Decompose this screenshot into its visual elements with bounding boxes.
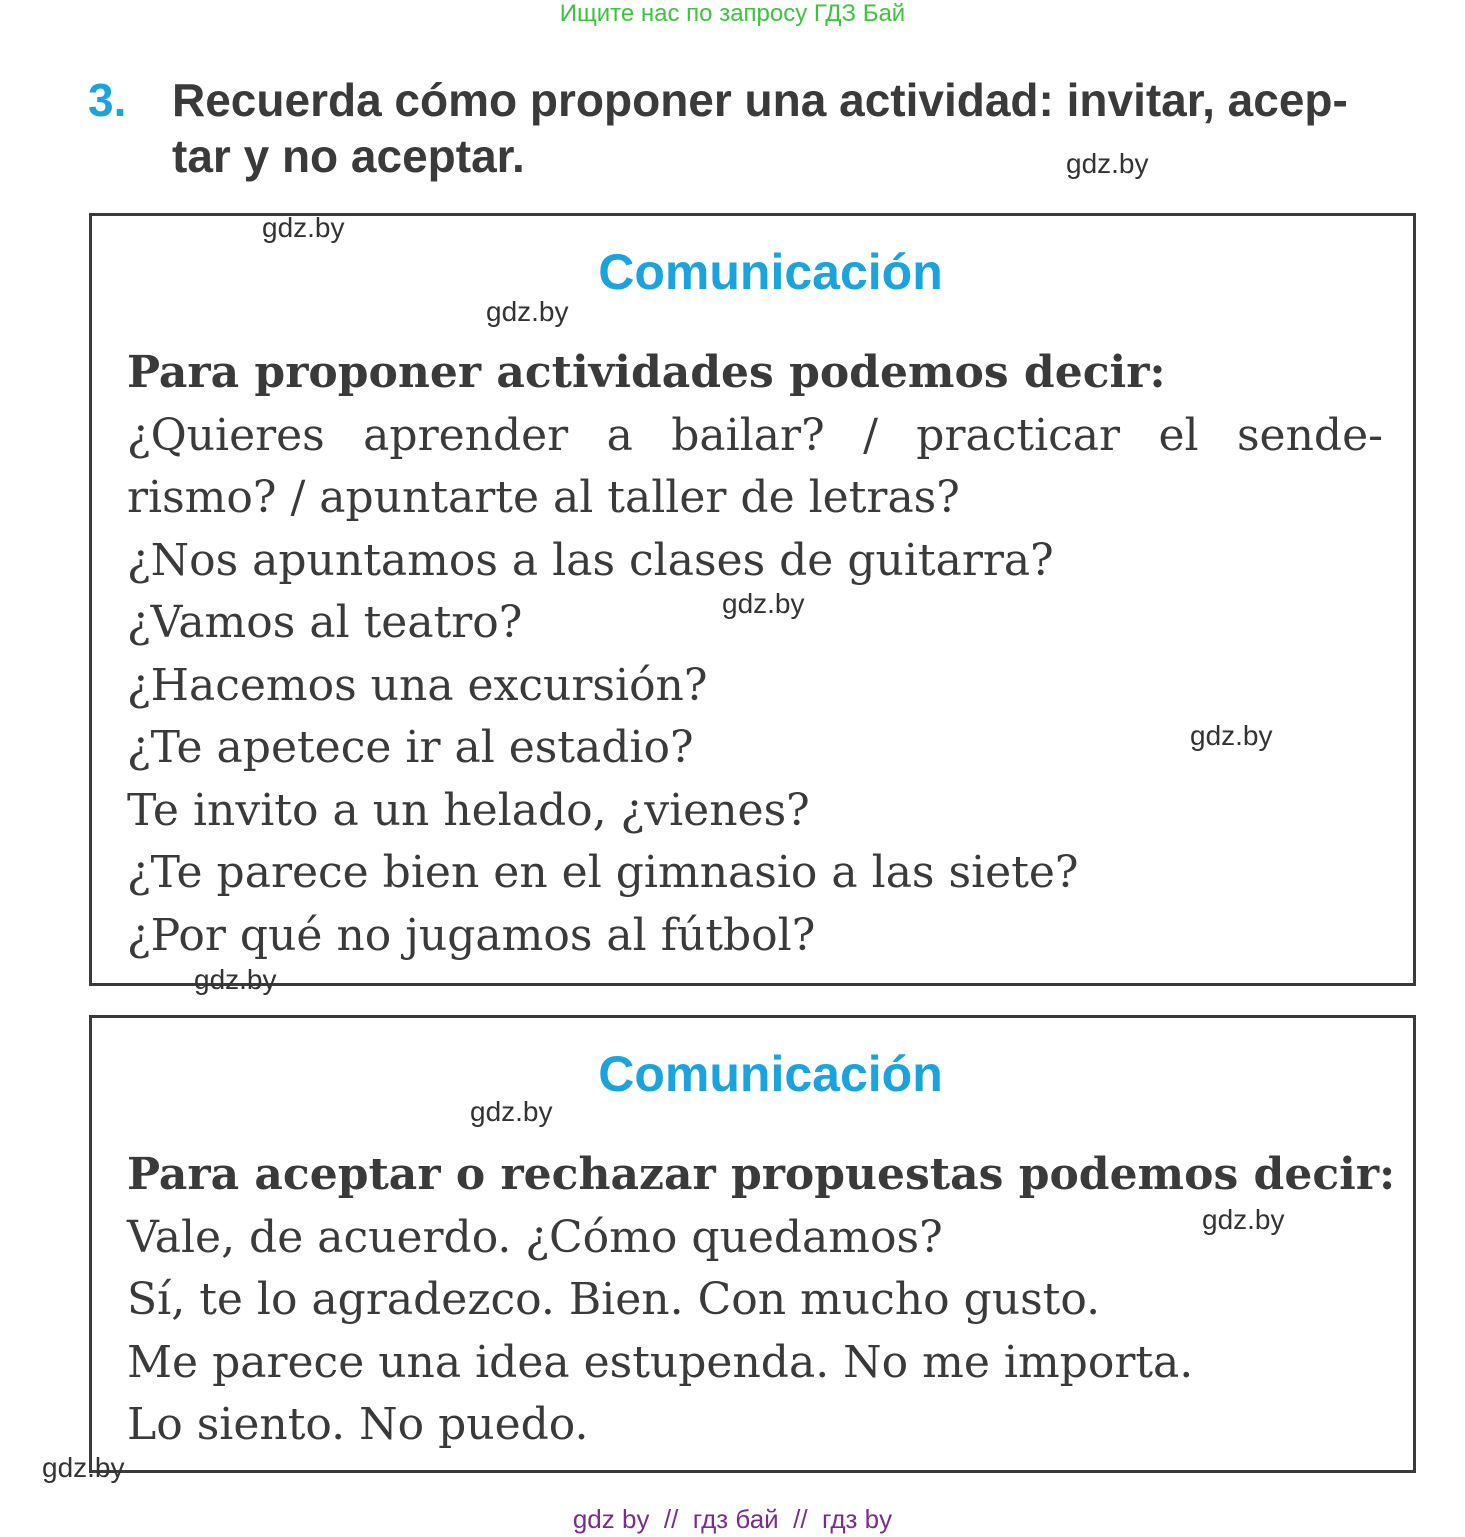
watermark: gdz.by — [1202, 1204, 1285, 1235]
box-body — [127, 1144, 1396, 1457]
task-heading-line: Recuerda cómo proponer una actividad: invitar, acep- — [172, 74, 1348, 126]
watermark: gdz.by — [42, 1452, 125, 1483]
watermark: gdz.by — [486, 296, 569, 327]
phrase-line: rismo? / apuntarte al taller de letras? — [127, 472, 960, 523]
phrase-line: ¿Te apetece ir al estadio? — [127, 722, 694, 773]
watermark: gdz.by — [1066, 148, 1149, 179]
watermark: gdz.by — [1190, 720, 1273, 751]
phrase-line: ¿Nos apuntamos a las clases de guitarra? — [127, 534, 1054, 586]
box-title: Comunicación — [598, 244, 943, 300]
box-lead-line: Para proponer actividades podemos decir: — [127, 347, 1166, 398]
phrase-line: Vale, de acuerdo. ¿Cómo quedamos? — [127, 1211, 943, 1263]
phrase-line: Te invito a un helado, ¿vienes? — [127, 784, 810, 836]
phrase-line: ¿Te parece bien en el gimnasio a las siete? — [127, 847, 1079, 898]
task-number: 3. — [88, 74, 127, 126]
top-banner: Ищите нас по запросу ГДЗ Бай — [559, 0, 906, 27]
watermark: gdz.by — [722, 588, 805, 619]
box-title: Comunicación — [598, 1046, 943, 1102]
phrase-line: Sí, te lo agradezco. Bien. Con mucho gusto. — [127, 1274, 1101, 1325]
watermark: gdz.by — [194, 964, 277, 995]
phrase-line: ¿Quieres aprender a bailar? / practicar el sende- — [127, 409, 1383, 461]
box-body — [127, 342, 1383, 967]
phrase-line: ¿Hacemos una excursión? — [127, 659, 708, 711]
phrase-line: ¿Vamos al teatro? — [127, 597, 523, 648]
communication-box-accept-reject — [89, 1015, 1416, 1473]
phrase-line: Lo siento. No puedo. — [127, 1399, 589, 1450]
phrase-line: ¿Por qué no jugamos al fútbol? — [127, 909, 816, 961]
watermark: gdz.by — [262, 212, 345, 243]
footer-links: gdz by // гдз бай // гдз by — [572, 1504, 893, 1534]
watermark: gdz.by — [470, 1096, 553, 1127]
task-heading — [172, 72, 1348, 184]
phrase-line: Me parece una idea estupenda. No me importa. — [127, 1336, 1194, 1388]
task-heading-line: tar y no aceptar. — [172, 130, 525, 182]
box-lead-line: Para aceptar o rechazar propuestas podemos decir: — [127, 1149, 1396, 1200]
